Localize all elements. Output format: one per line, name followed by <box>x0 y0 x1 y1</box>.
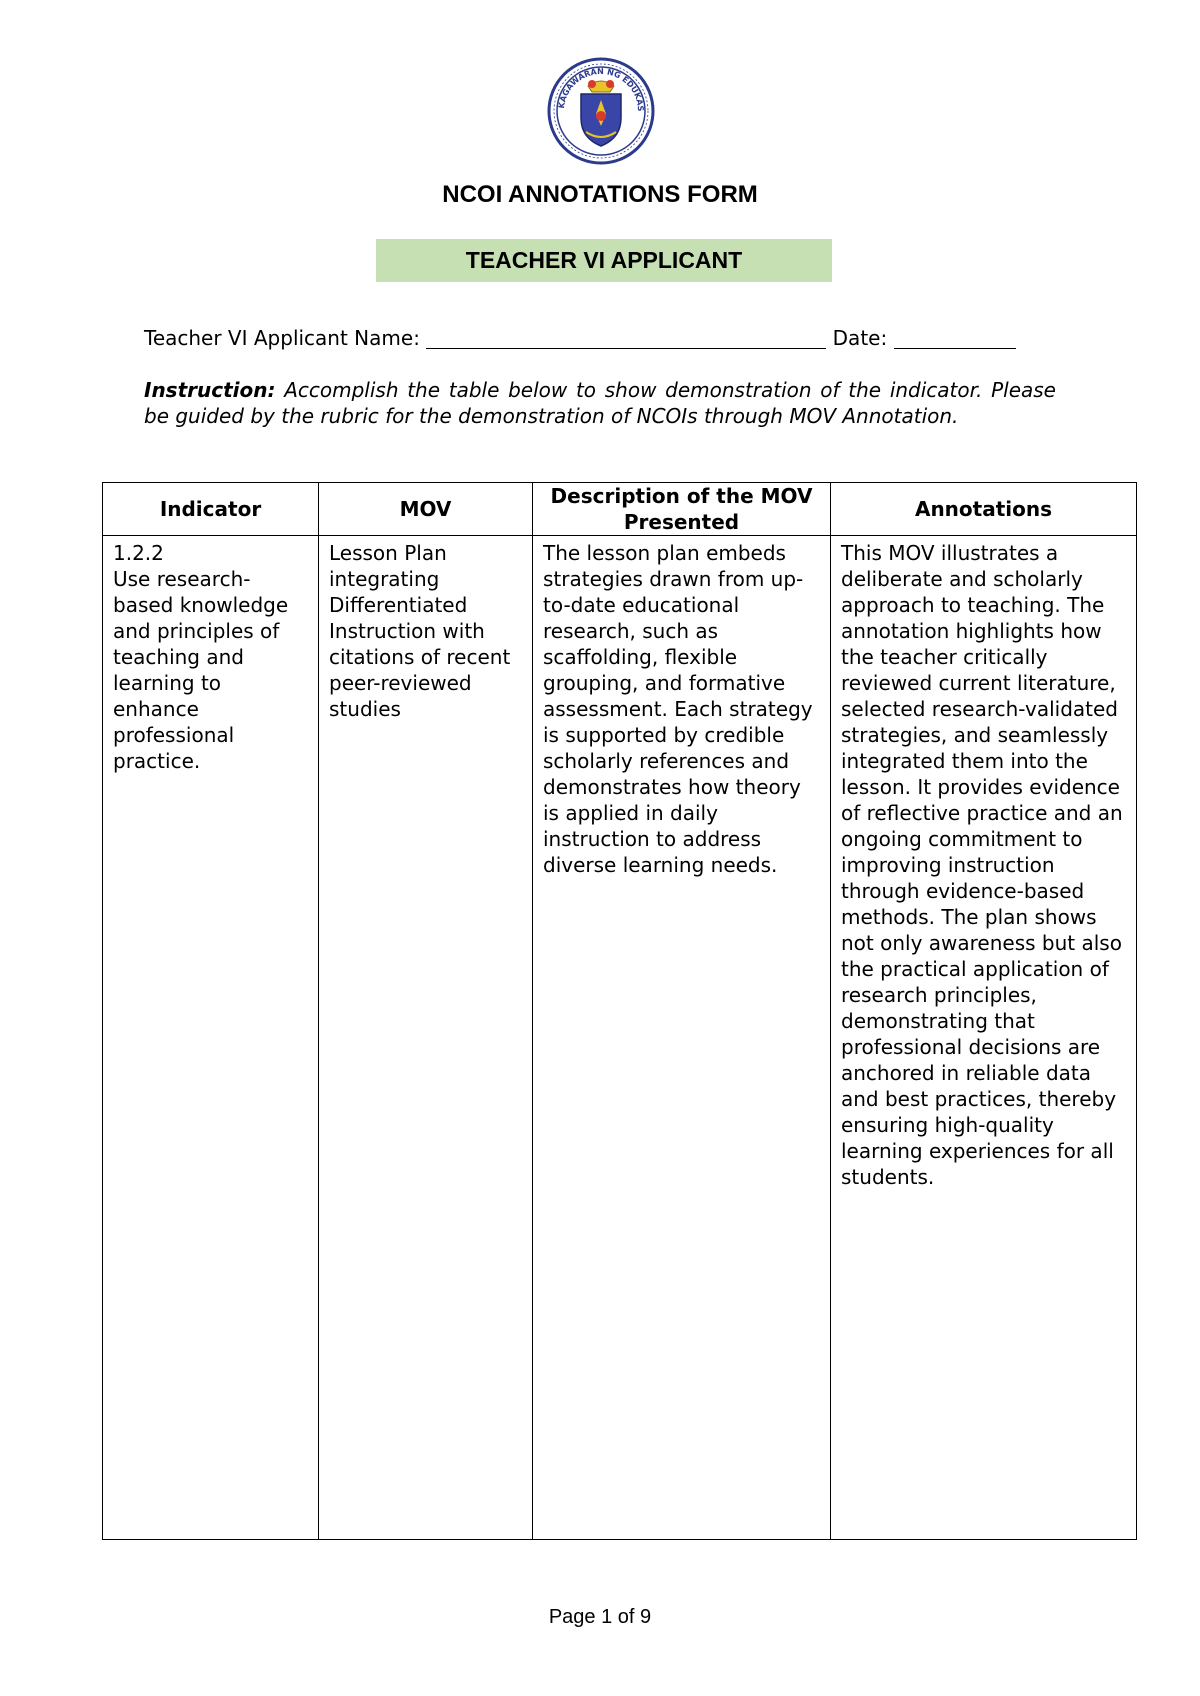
instruction-paragraph <box>144 377 1056 429</box>
banner-label: TEACHER VI APPLICANT <box>465 247 743 273</box>
seal-text: KAGAWARAN NG EDUKAS <box>557 66 646 112</box>
mov-text: Lesson Plan integrating Differentiated Instruction with citations of recent peer-reviewed studies <box>329 541 511 721</box>
deped-seal-logo <box>546 56 656 166</box>
cell-description[interactable] <box>533 536 831 1540</box>
applicant-type-banner <box>376 239 832 282</box>
date-field[interactable] <box>894 328 1016 349</box>
seal-icon <box>546 56 656 166</box>
applicant-name-label: Teacher VI Applicant Name: <box>144 326 420 350</box>
cell-annotations[interactable] <box>831 536 1137 1540</box>
annotations-table <box>102 482 1137 1540</box>
applicant-name-field[interactable] <box>426 328 826 349</box>
cell-indicator[interactable] <box>103 536 319 1540</box>
instruction-label: Instruction: <box>144 378 276 402</box>
cell-mov[interactable] <box>319 536 533 1540</box>
table-header-row <box>103 483 1137 536</box>
table-row <box>103 536 1137 1540</box>
header-indicator: Indicator <box>103 483 319 536</box>
page-number: Page 1 of 9 <box>548 1606 652 1628</box>
header-description: Description of the MOV Presented <box>533 483 831 536</box>
instruction-text: Accomplish the table below to show demonstration of the indicator. Please be guided by the rubric for the demonstration of NCOIs through MOV Annotation. <box>144 378 1056 428</box>
header-annotations: Annotations <box>831 483 1137 536</box>
header-mov: MOV <box>319 483 533 536</box>
indicator-text: 1.2.2 Use research-based knowledge and principles of teaching and learning to enhance professional practice. <box>113 541 289 773</box>
form-title: NCOI ANNOTATIONS FORM <box>442 181 758 208</box>
description-text: The lesson plan embeds strategies drawn from up-to-date educational research, such as scaffolding, flexible grouping, and formative assessment. Each strategy is supported by credible scholarly references and demonstrates how theory is applied in daily instruction to address diverse learning needs. <box>543 541 813 877</box>
date-label: Date: <box>832 326 888 350</box>
annotations-text: This MOV illustrates a deliberate and scholarly approach to teaching. The annotation highlights how the teacher critically reviewed current literature, selected research-validated strategies, and seamlessly integrated them into the lesson. It provides evidence of reflective practice and an ongoing commitment to improving instruction through evidence-based methods. The plan shows not only awareness but also the practical application of research principles, demonstrating that professional decisions are anchored in reliable data and best practices, thereby ensuring high-quality learning experiences for all students. <box>841 541 1123 1189</box>
applicant-name-line <box>144 326 1016 350</box>
